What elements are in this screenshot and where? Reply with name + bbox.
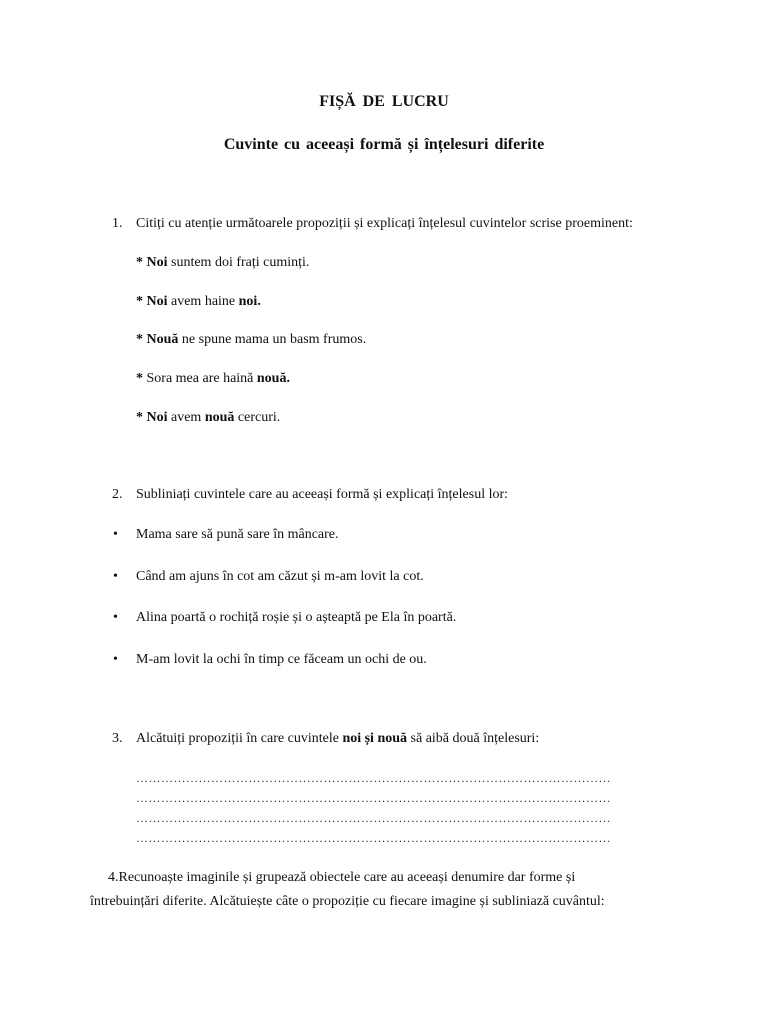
exercise-number: 2. [112,487,123,502]
sentence-text: suntem doi frați cuminți. [167,255,310,270]
exercise-number: 3. [112,731,123,746]
bold-word: Noi [146,255,168,270]
answer-line: …………………………………………………………………………………………………… [136,771,611,785]
bullet-marker: • [113,569,118,584]
exercise-4-line-1: 4.Recunoaște imaginile și grupează obiectele care au aceeași denumire dar forme și [108,870,576,885]
sentence-text: cercuri. [234,410,281,425]
sentence-text: Sora mea are haină [143,371,257,386]
bold-word: Noi [146,294,168,309]
bullet-marker: • [113,527,118,542]
sentence-item [136,255,309,271]
star-marker: * [136,410,143,425]
sentence-item [136,332,366,348]
page-title: FIȘĂ DE LUCRU [319,93,449,110]
exercise-number: 1. [112,216,123,231]
list-item: Când am ajuns în cot am căzut și m-am lovit la cot. [136,569,424,584]
answer-line: …………………………………………………………………………………………………… [136,791,611,805]
sentence-item [136,371,290,387]
answer-line: …………………………………………………………………………………………………… [136,831,611,845]
bold-word: noi. [238,294,261,309]
bullet-marker: • [113,610,118,625]
list-item: M-am lovit la ochi în timp ce făceam un ochi de ou. [136,652,427,667]
exercise-instruction: Subliniați cuvintele care au aceeași formă și explicați înțelesul lor: [136,487,509,502]
sentence-text: avem haine [167,294,239,309]
star-marker: * [136,294,143,309]
exercise-instruction: Citiți cu atenție următoarele propoziții și explicați înțelesul cuvintelor scrise proeminent: [136,216,633,231]
sentence-item [136,294,261,310]
page-subtitle: Cuvinte cu aceeași formă și înțelesuri diferite [223,136,545,153]
bold-word: Noi [146,410,168,425]
answer-line: …………………………………………………………………………………………………… [136,811,611,825]
instruction-text: Alcătuiți propoziții în care cuvintele [136,731,343,746]
bold-word: nouă [204,410,235,425]
sentence-text: avem [167,410,205,425]
sentence-item [136,410,280,426]
star-marker: * [136,371,143,386]
bold-word: Nouă [146,332,179,347]
exercise-4 [90,866,690,914]
exercise-4-line-2: întrebuințări diferite. Alcătuiește câte o propoziție cu fiecare imagine și subliniază cuvântul: [90,894,605,909]
sentence-text: ne spune mama un basm frumos. [178,332,367,347]
bold-word: nouă. [256,371,290,386]
exercise-instruction [136,731,539,747]
bullet-marker: • [113,652,118,667]
instruction-text: să aibă două înțelesuri: [407,731,540,746]
bold-word: noi și nouă [342,731,408,746]
list-item: Mama sare să pună sare în mâncare. [136,527,339,542]
list-item: Alina poartă o rochiță roșie și o așteaptă pe Ela în poartă. [136,610,457,625]
star-marker: * [136,332,143,347]
star-marker: * [136,255,143,270]
